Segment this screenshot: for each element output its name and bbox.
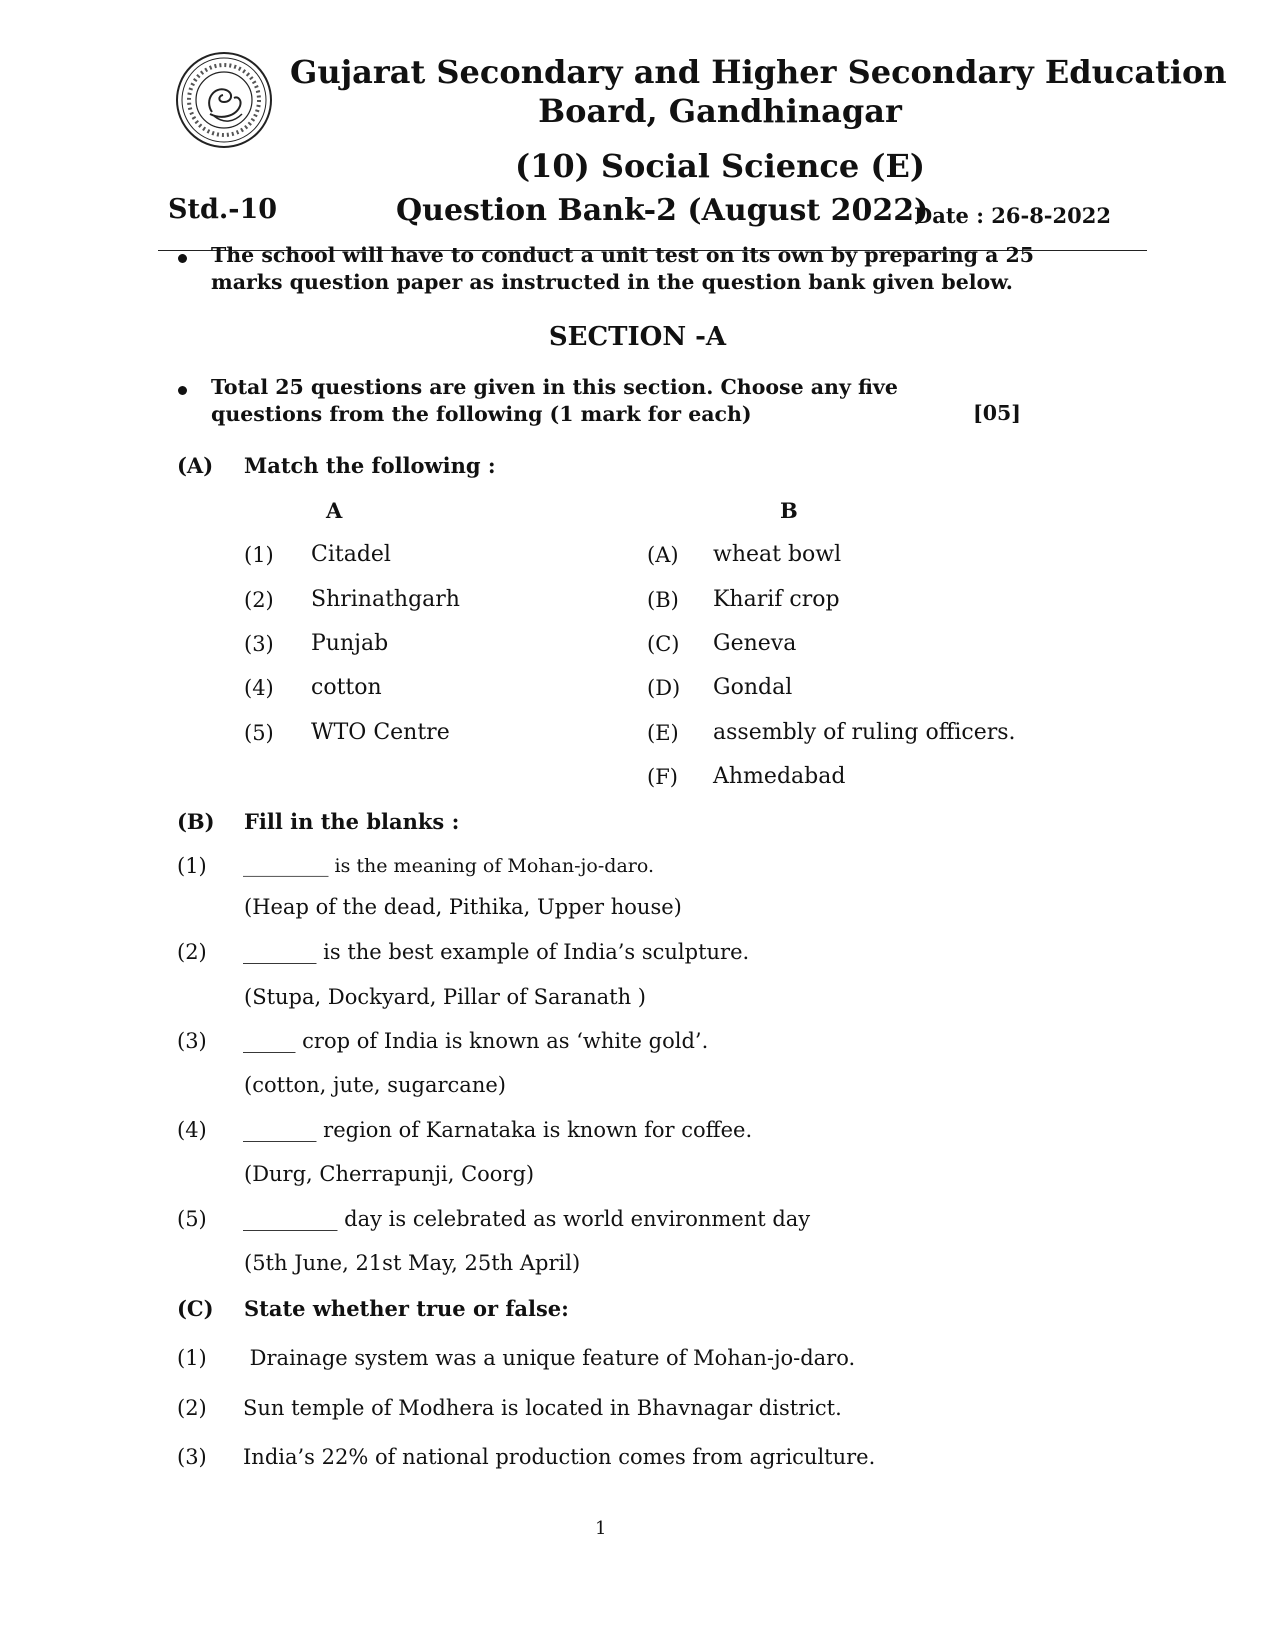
page-number: 1 — [595, 1518, 607, 1539]
section-title: SECTION -A — [548, 322, 727, 352]
part-c-title: State whether true or false: — [244, 1296, 569, 1321]
fill-blank-question: _________ day is celebrated as world environment day — [243, 1207, 811, 1231]
section-instruction: Total 25 questions are given in this section. Choose any five questions from the following (1 mark for each) — [211, 375, 898, 426]
match-left-item: Shrinathgarh — [311, 587, 460, 612]
section-marks: [05] — [973, 401, 1021, 425]
gseb-swan-seal-icon — [174, 50, 274, 150]
match-right-letter: (E) — [647, 721, 679, 745]
match-right-item: wheat bowl — [713, 542, 842, 567]
question-number: (3) — [177, 1029, 207, 1053]
match-left-number: (1) — [244, 543, 274, 567]
true-false-statement: Sun temple of Modhera is located in Bhavnagar district. — [243, 1396, 842, 1420]
date-label: Date : 26-8-2022 — [914, 203, 1111, 228]
fill-blank-options: (cotton, jute, sugarcane) — [244, 1073, 506, 1097]
match-right-item: assembly of ruling officers. — [713, 720, 1016, 745]
match-left-number: (5) — [244, 721, 274, 745]
subject-title: (10) Social Science (E) — [514, 147, 926, 185]
true-false-statement: India’s 22% of national production comes from agriculture. — [243, 1445, 876, 1469]
question-number: (4) — [177, 1118, 207, 1142]
fill-blank-options: (Stupa, Dockyard, Pillar of Saranath ) — [244, 985, 646, 1009]
fill-blank-options: (Durg, Cherrapunji, Coorg) — [244, 1162, 535, 1186]
match-right-item: Kharif crop — [713, 587, 840, 612]
match-right-letter: (D) — [647, 676, 681, 700]
question-number: (1) — [177, 854, 207, 878]
match-left-number: (3) — [244, 632, 274, 656]
question-number: (5) — [177, 1207, 207, 1231]
bullet-icon — [178, 254, 187, 263]
match-left-item: WTO Centre — [311, 720, 450, 745]
match-left-item: Citadel — [311, 542, 391, 567]
match-right-letter: (C) — [647, 632, 680, 656]
question-number: (3) — [177, 1445, 207, 1469]
fill-blank-question: _______ is the best example of India’s sculpture. — [243, 940, 750, 964]
board-name-line1: Gujarat Secondary and Higher Secondary Education — [290, 53, 1227, 91]
part-a-label: (A) — [177, 453, 214, 478]
fill-blank-question: _______ region of Karnataka is known for coffee. — [243, 1118, 753, 1142]
fill-blank-options: (Heap of the dead, Pithika, Upper house) — [244, 895, 682, 919]
part-a-title: Match the following : — [244, 453, 496, 478]
fill-blank-options: (5th June, 21st May, 25th April) — [244, 1251, 581, 1275]
question-number: (2) — [177, 940, 207, 964]
column-b-heading: B — [780, 498, 798, 523]
instruction-text: The school will have to conduct a unit test on its own by preparing a 25 marks question paper as instructed in the question bank given below. — [211, 243, 1035, 294]
question-number: (1) — [177, 1346, 207, 1370]
match-right-item: Gondal — [713, 675, 793, 700]
match-left-item: Punjab — [311, 631, 389, 656]
match-left-number: (4) — [244, 676, 274, 700]
match-right-letter: (B) — [647, 588, 679, 612]
part-b-title: Fill in the blanks : — [244, 809, 460, 834]
question-number: (2) — [177, 1396, 207, 1420]
match-right-letter: (F) — [647, 765, 678, 789]
std-label: Std.-10 — [168, 194, 278, 225]
match-left-number: (2) — [244, 588, 274, 612]
match-right-item: Geneva — [713, 631, 797, 656]
bullet-icon — [178, 386, 187, 395]
part-b-label: (B) — [177, 809, 215, 834]
part-c-label: (C) — [177, 1296, 214, 1321]
true-false-statement: Drainage system was a unique feature of Mohan-jo-daro. — [243, 1346, 856, 1370]
column-a-heading: A — [326, 498, 343, 523]
fill-blank-question: _____ crop of India is known as ‘white gold’. — [243, 1029, 709, 1053]
question-bank-title: Question Bank-2 (August 2022) — [396, 193, 929, 228]
board-name-line2: Board, Gandhinagar — [538, 92, 902, 130]
match-right-item: Ahmedabad — [713, 764, 846, 789]
match-right-letter: (A) — [647, 543, 679, 567]
match-left-item: cotton — [311, 675, 382, 700]
fill-blank-question: _________ is the meaning of Mohan-jo-daro. — [243, 855, 654, 877]
